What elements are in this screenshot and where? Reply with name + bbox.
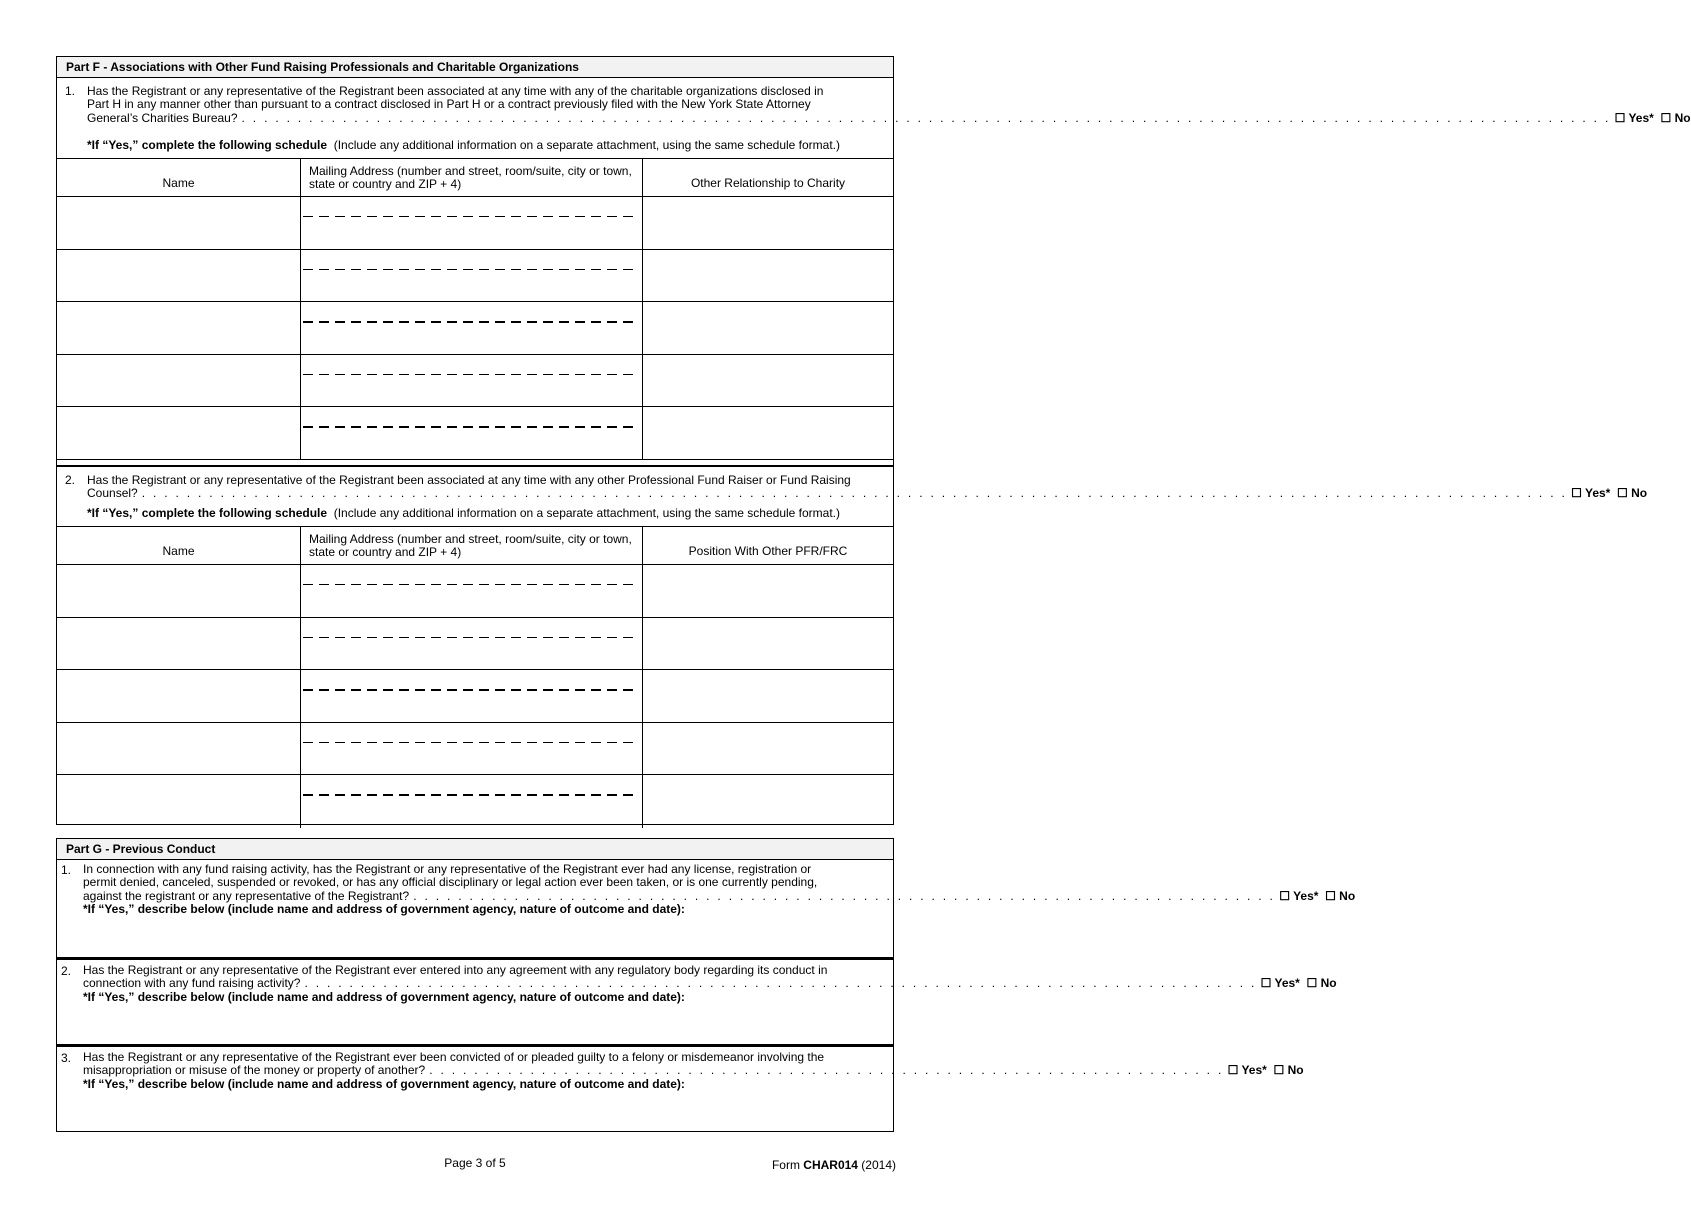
table-row: [57, 618, 893, 671]
position-field[interactable]: [643, 723, 893, 775]
leader-dots: . . . . . . . . . . . . . . . . . . . . . . . . . . . . . . . . . . . . . . . . . . . . . . . . . . . . . . . . . . . . . . . . . . . . . . . . . . . . .: [413, 888, 1276, 903]
leader-dots: . . . . . . . . . . . . . . . . . . . . . . . . . . . . . . . . . . . . . . . . . . . . . . . . . . . . . . . . . . . . . . . . . . . . . . . . . . . . . . . . . . . . .: [304, 976, 1257, 991]
table-row: [57, 407, 893, 460]
no-checkbox[interactable]: ☐ No: [1617, 486, 1648, 501]
part-g-question-2: [57, 957, 1337, 1044]
table-row: [57, 250, 893, 303]
column-header-position: Position With Other PFR/FRC: [688, 544, 848, 558]
question-text-line: Has the Registrant or any representative of the Registrant been associated at any time with any other Professional Fund Raiser or Fund Raising: [87, 473, 851, 487]
relationship-field[interactable]: [643, 407, 893, 459]
table-row: [57, 723, 893, 776]
relationship-field[interactable]: [643, 302, 893, 354]
schedule-table-1: [57, 158, 893, 460]
address-field[interactable]: [301, 565, 643, 617]
name-field[interactable]: [57, 407, 301, 459]
describe-instruction: *If “Yes,” describe below (include name and address of government agency, nature of outcome and date):: [83, 902, 685, 917]
page-number: Page 3 of 5: [444, 1156, 506, 1170]
address-field[interactable]: [301, 197, 643, 249]
question-number: 2.: [61, 964, 72, 978]
relationship-field[interactable]: [643, 355, 893, 407]
name-field[interactable]: [57, 197, 301, 249]
yes-checkbox[interactable]: ☐ Yes*: [1260, 976, 1300, 991]
address-field[interactable]: [301, 775, 643, 828]
part-f-title: Part F - Associations with Other Fund Raising Professionals and Charitable Organizations: [57, 57, 893, 78]
yes-checkbox[interactable]: ☐ Yes*: [1614, 110, 1654, 125]
address-field[interactable]: [301, 723, 643, 775]
position-field[interactable]: [643, 618, 893, 670]
name-field[interactable]: [57, 723, 301, 775]
table-row: [57, 197, 893, 250]
table-row: [57, 302, 893, 355]
part-f-question-2: [57, 465, 1648, 501]
leader-dots: . . . . . . . . . . . . . . . . . . . . . . . . . . . . . . . . . . . . . . . . . . . . . . . . . . . . . . . . . . . . . . . . . . . . . . . . . . . . . . . . . . . . . . . . . . . . . . . . . . . . . . . . . . . . . . . . . . . . . . . . . .: [241, 110, 1611, 125]
part-g-section: [56, 838, 1356, 1132]
question-text-line: Has the Registrant or any representative of the Registrant ever been convicted of or pleaded guilty to a felony or misdemeanor involving the: [83, 1050, 825, 1064]
relationship-field[interactable]: [643, 250, 893, 302]
question-text-line: misappropriation or misuse of the money or property of another?: [83, 1063, 426, 1078]
question-number: 2.: [65, 473, 76, 487]
yes-checkbox[interactable]: ☐ Yes*: [1227, 1063, 1267, 1078]
table-header-row: [57, 527, 893, 565]
address-field[interactable]: [301, 250, 643, 302]
no-checkbox[interactable]: ☐ No: [1325, 888, 1356, 903]
schedule-instruction: *If “Yes,” complete the following schedule (Include any additional information on a separate attachment, using the same schedule format.): [87, 506, 841, 520]
table-row: [57, 355, 893, 408]
address-field[interactable]: [301, 618, 643, 670]
question-text-line: connection with any fund raising activity?: [83, 976, 301, 991]
column-header-name: Name: [57, 159, 301, 196]
no-checkbox[interactable]: ☐ No: [1660, 110, 1691, 125]
table-row: [57, 565, 893, 618]
name-field[interactable]: [57, 250, 301, 302]
question-number: 1.: [65, 84, 76, 98]
question-text-line: Counsel?: [87, 486, 138, 501]
table-row: [57, 775, 893, 828]
column-header-name: Name: [57, 527, 301, 564]
yes-checkbox[interactable]: ☐ Yes*: [1571, 486, 1611, 501]
describe-instruction: *If “Yes,” describe below (include name and address of government agency, nature of outcome and date):: [83, 1076, 685, 1091]
leader-dots: . . . . . . . . . . . . . . . . . . . . . . . . . . . . . . . . . . . . . . . . . . . . . . . . . . . . . . . . . . . . . . . . . . . . . . . . . . . . . . . . . . . . . . . . . . . . . . . . . . . . . . . . . . . . . . . . . . . . . . . . . . . . . . .: [141, 486, 1568, 501]
question-text-line: against the registrant or any representative of the Registrant?: [83, 888, 410, 903]
question-number: 1.: [61, 863, 72, 877]
question-text-line: General’s Charities Bureau?: [87, 110, 238, 125]
table-row: [57, 670, 893, 723]
position-field[interactable]: [643, 775, 893, 828]
no-checkbox[interactable]: ☐ No: [1273, 1063, 1304, 1078]
address-field[interactable]: [301, 407, 643, 459]
question-text-line: Has the Registrant or any representative of the Registrant ever entered into any agreement with any regulatory body regarding its conduct in: [83, 963, 828, 977]
column-header-relationship: Other Relationship to Charity: [690, 176, 846, 190]
question-text-line: In connection with any fund raising activity, has the Registrant or any representative of the Registrant ever had any license, registration or: [83, 862, 812, 876]
column-header-address: Mailing Address (number and street, room/suite, city or town, state or country and ZIP + 4): [301, 159, 643, 196]
schedule-table-2: [57, 526, 893, 828]
name-field[interactable]: [57, 775, 301, 828]
column-header-address: Mailing Address (number and street, room/suite, city or town, state or country and ZIP + 4): [301, 527, 643, 564]
name-field[interactable]: [57, 302, 301, 354]
form-identifier: Form CHAR014 (2014): [771, 1158, 896, 1172]
table-header-row: [57, 159, 893, 197]
name-field[interactable]: [57, 355, 301, 407]
part-g-question-3: [57, 1044, 1304, 1131]
name-field[interactable]: [57, 670, 301, 722]
position-field[interactable]: [643, 670, 893, 722]
schedule-instruction: *If “Yes,” complete the following schedule (Include any additional information on a separate attachment, using the same schedule format.): [87, 138, 841, 152]
name-field[interactable]: [57, 618, 301, 670]
question-text-line: Has the Registrant or any representative of the Registrant been associated at any time with any of the charitable organizations disclosed in: [87, 84, 824, 98]
position-field[interactable]: [643, 565, 893, 617]
relationship-field[interactable]: [643, 197, 893, 249]
question-text-line: Part H in any manner other than pursuant to a contract disclosed in Part H or a contract previously filed with the New York State Attorney: [87, 97, 811, 112]
question-number: 3.: [61, 1051, 72, 1065]
no-checkbox[interactable]: ☐ No: [1306, 976, 1337, 991]
leader-dots: . . . . . . . . . . . . . . . . . . . . . . . . . . . . . . . . . . . . . . . . . . . . . . . . . . . . . . . . . . . . . . . . . . . . . . .: [429, 1063, 1224, 1078]
address-field[interactable]: [301, 670, 643, 722]
part-g-question-1: [57, 862, 1356, 957]
question-text-line: permit denied, canceled, suspended or revoked, or has any official disciplinary or legal action ever been taken, or is one currently pending,: [83, 875, 818, 890]
yes-checkbox[interactable]: ☐ Yes*: [1279, 888, 1319, 903]
address-field[interactable]: [301, 302, 643, 354]
address-field[interactable]: [301, 355, 643, 407]
part-g-title: Part G - Previous Conduct: [57, 839, 893, 860]
describe-instruction: *If “Yes,” describe below (include name and address of government agency, nature of outcome and date):: [83, 989, 685, 1004]
name-field[interactable]: [57, 565, 301, 617]
part-f-section: [56, 56, 1691, 825]
